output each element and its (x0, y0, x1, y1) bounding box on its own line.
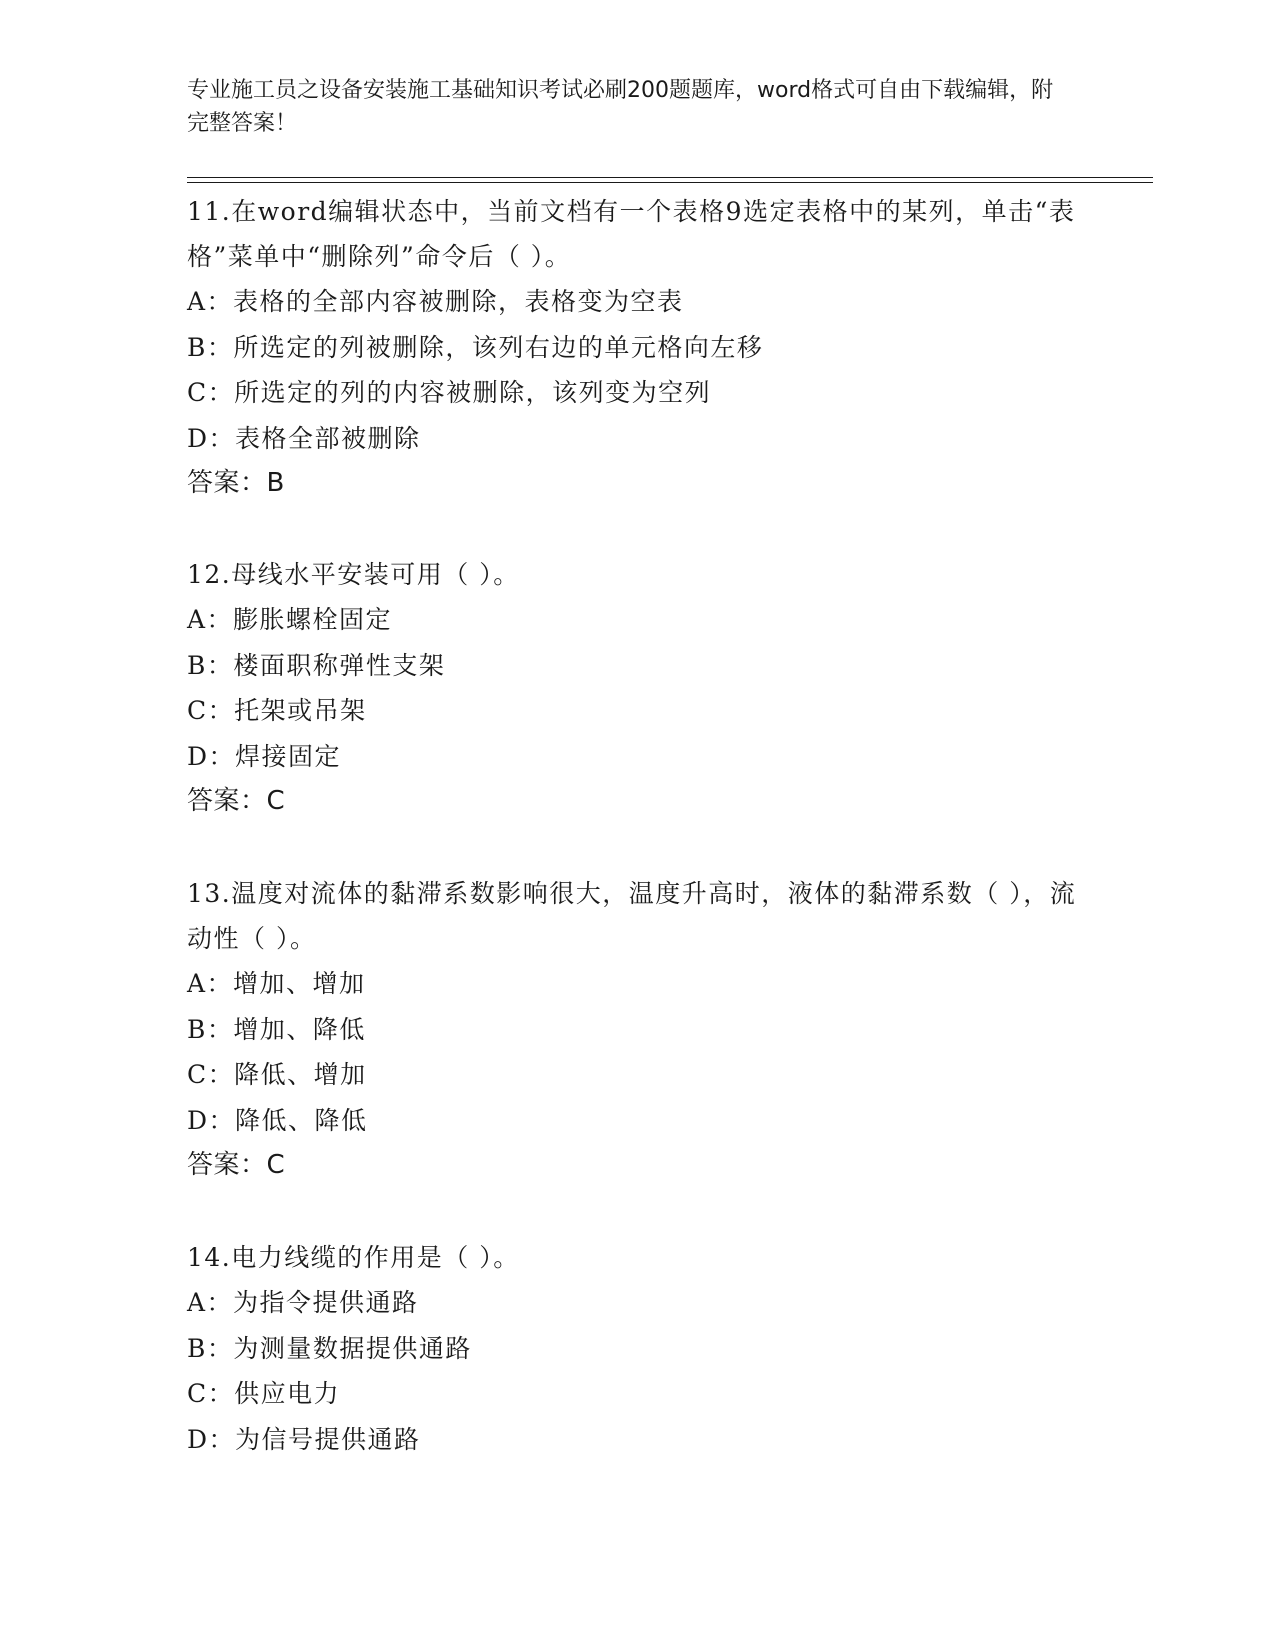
option-c: C：供应电力 (187, 1379, 341, 1408)
question-12 (187, 552, 1087, 824)
option-c: C：所选定的列的内容被删除，该列变为空列 (187, 378, 712, 407)
option-b: B：楼面职称弹性支架 (187, 650, 446, 680)
question-11 (187, 189, 1087, 506)
question-stem: 13.温度对流体的黏滞系数影响很大，温度升高时，液体的黏滞系数（ ），流动性（ ）。 (187, 879, 1077, 953)
question-14 (187, 1235, 1087, 1462)
option-c: C：降低、增加 (187, 1060, 367, 1089)
question-stem: 14.电力线缆的作用是（ ）。 (187, 1243, 520, 1272)
option-c: C：托架或吊架 (187, 696, 367, 725)
answer-line: 答案：B (187, 468, 285, 498)
option-d: D：降低、降低 (187, 1105, 368, 1135)
option-b: B：增加、降低 (187, 1014, 366, 1044)
answer-line: 答案：C (187, 786, 286, 816)
document-header-title: 专业施工员之设备安装施工基础知识考试必刷200题题库，word格式可自由下载编辑，附完整答案！ (187, 78, 1054, 136)
header-divider-line-double (187, 182, 1153, 183)
question-stem: 12.母线水平安装可用（ ）。 (187, 560, 520, 589)
option-a: A：表格的全部内容被删除，表格变为空表 (187, 287, 684, 316)
question-stem: 11.在word编辑状态中，当前文档有一个表格9选定表格中的某列，单击“表格”菜单中“删除列”命令后（ ）。 (187, 197, 1076, 271)
option-d: D：为信号提供通路 (187, 1424, 421, 1454)
header-divider-line (187, 177, 1153, 178)
option-a: A：膨胀螺栓固定 (187, 605, 393, 634)
option-a: A：增加、增加 (187, 969, 366, 998)
option-a: A：为指令提供通路 (187, 1288, 419, 1317)
option-d: D：焊接固定 (187, 741, 342, 771)
option-d: D：表格全部被删除 (187, 423, 421, 453)
option-b: B：为测量数据提供通路 (187, 1333, 472, 1363)
question-13 (187, 871, 1087, 1188)
option-b: B：所选定的列被删除，该列右边的单元格向左移 (187, 332, 764, 362)
answer-line: 答案：C (187, 1150, 286, 1180)
